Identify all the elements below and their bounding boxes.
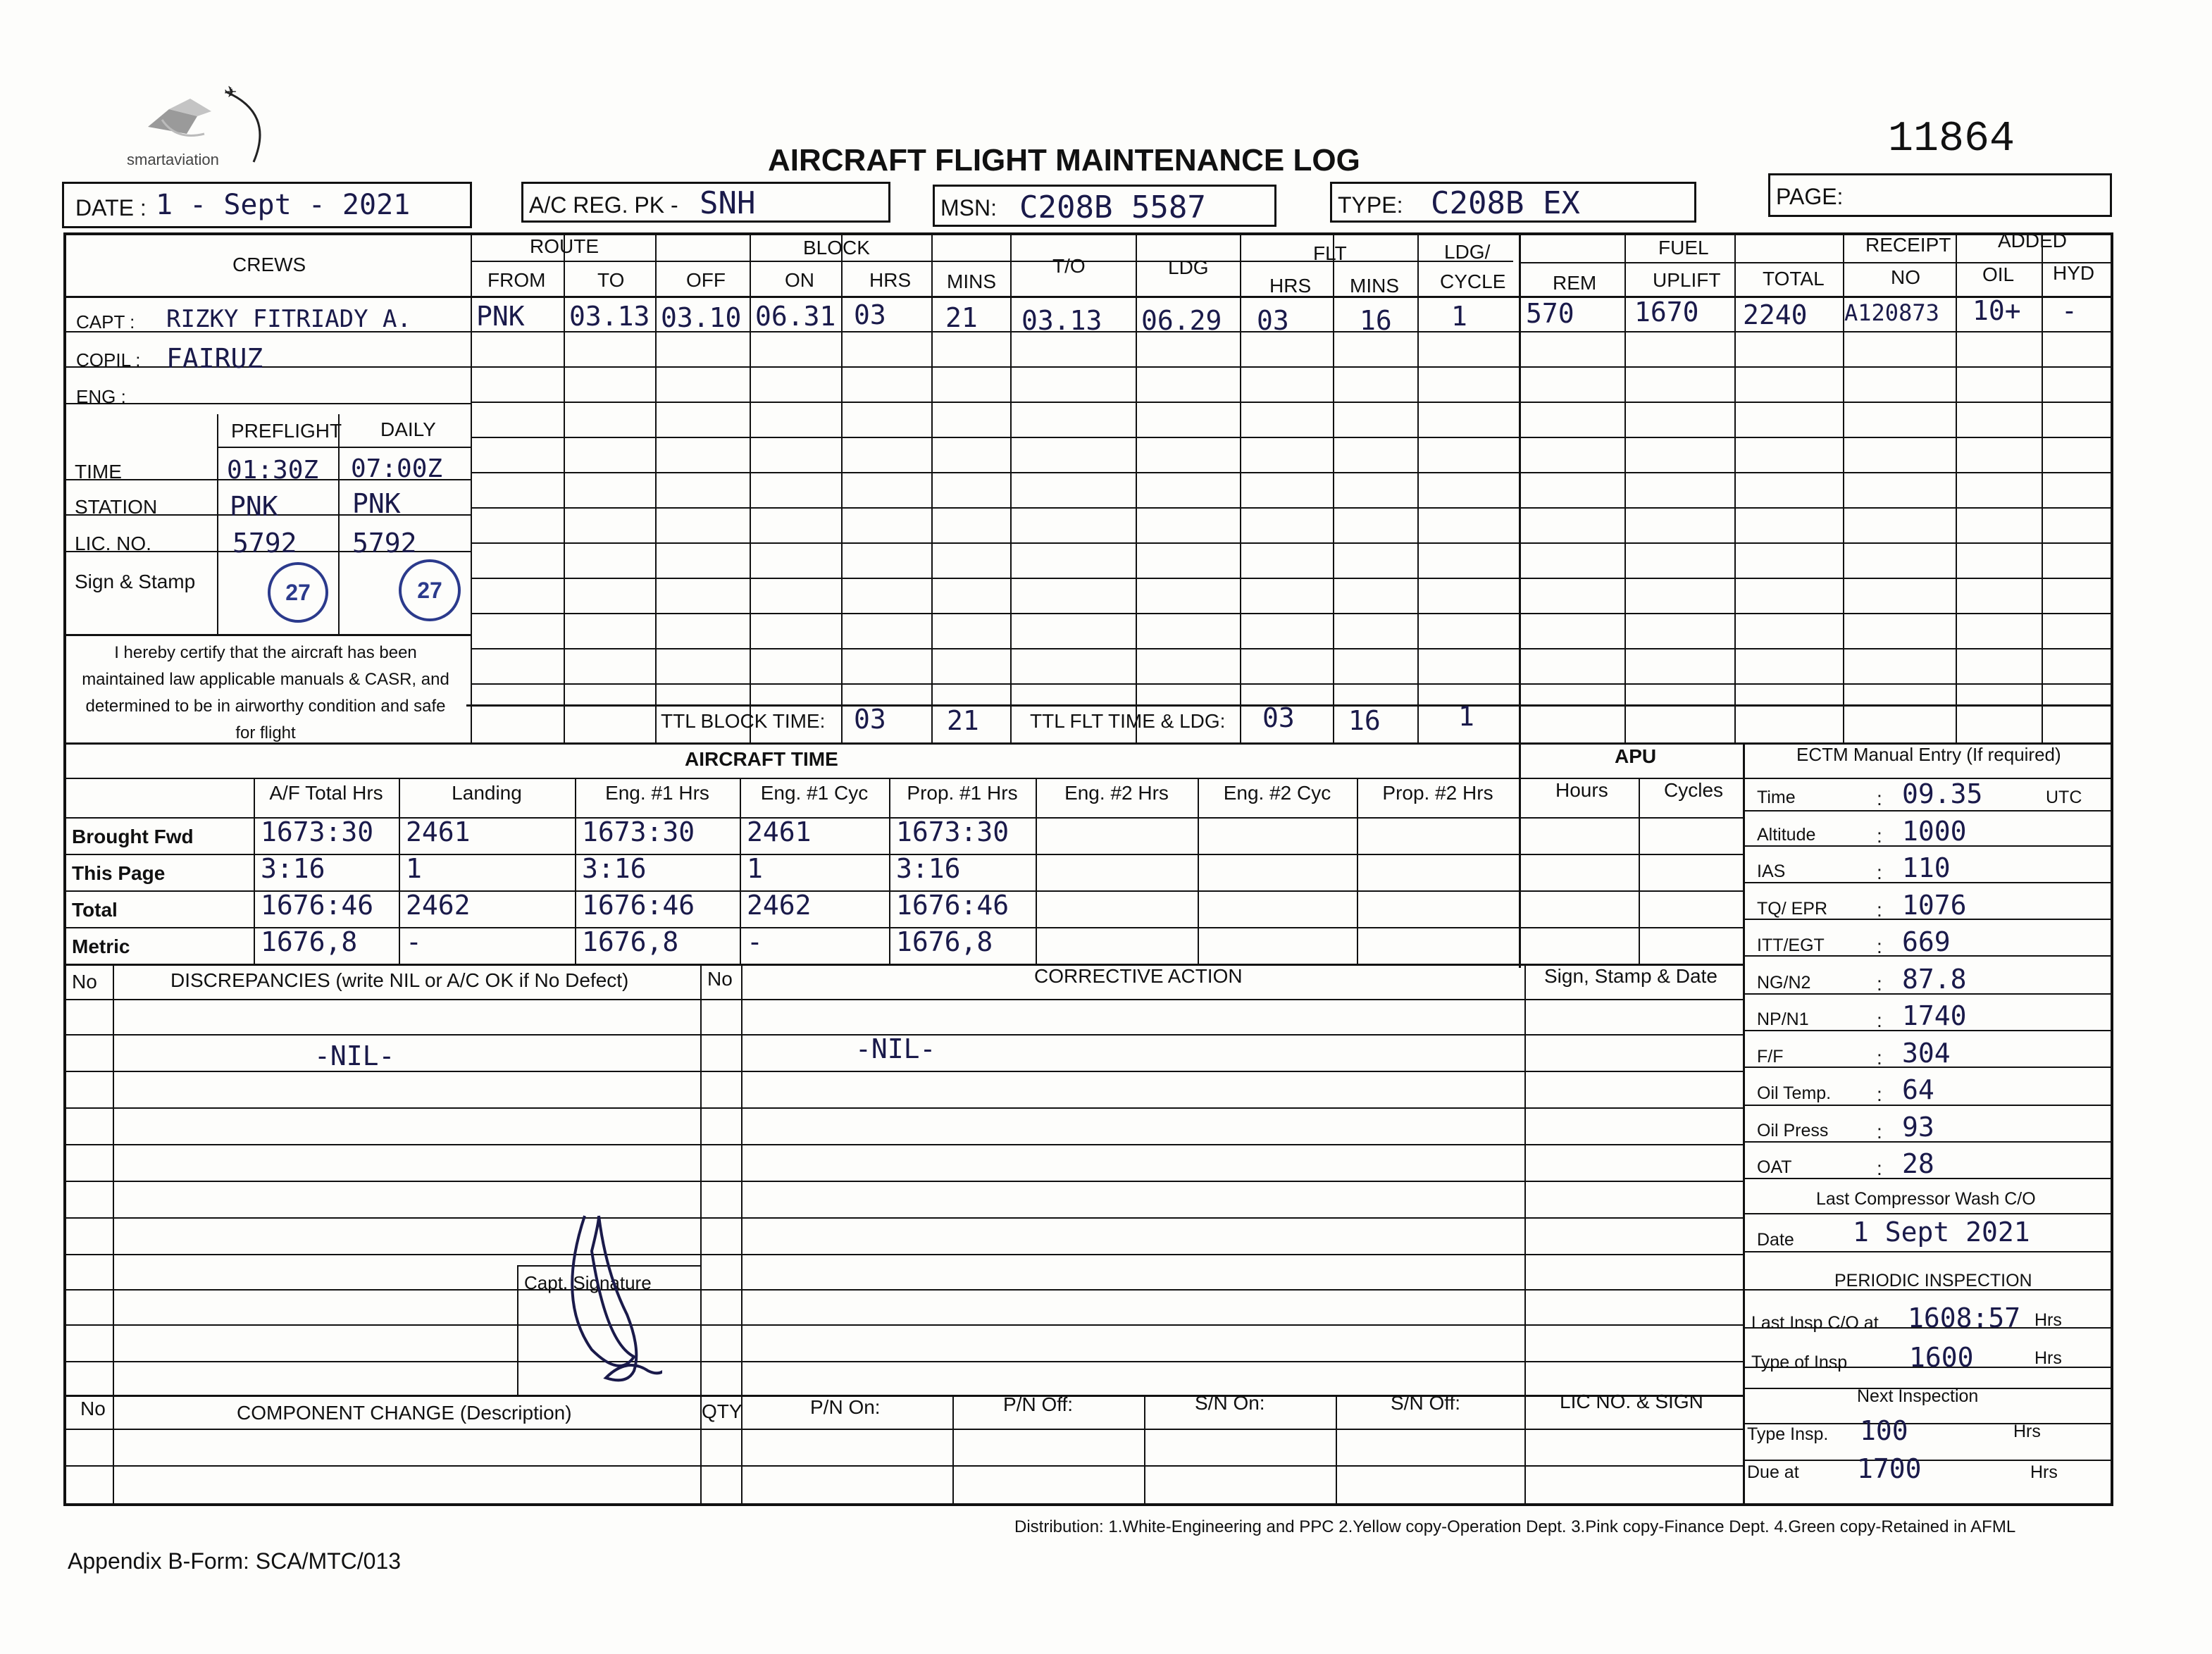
grid-line — [1036, 778, 1037, 964]
form-code: Appendix B-Form: SCA/MTC/013 — [68, 1548, 402, 1574]
grid-line — [66, 1289, 1743, 1291]
grid-line — [1734, 235, 1736, 742]
hyd-header: HYD — [2053, 262, 2095, 284]
aircraft-time-cell: 1676:46 — [582, 890, 695, 921]
grid-line — [1417, 235, 1419, 742]
receipt-value: A120873 — [1844, 299, 1939, 326]
ectm-label: Oil Temp. — [1757, 1083, 1832, 1103]
route-header: ROUTE — [530, 235, 599, 257]
type-insp-label: Type of Insp — [1751, 1353, 1848, 1372]
aircraft-time-cell: 1676,8 — [896, 926, 993, 957]
ttl-flt-hrs: 03 — [1262, 702, 1295, 733]
due-unit: Hrs — [2030, 1462, 2058, 1482]
grid-line — [471, 507, 2112, 509]
ectm-value: 669 — [1902, 926, 1951, 957]
last-insp-unit: Hrs — [2034, 1310, 2062, 1330]
aircraft-time-cell: 3:16 — [896, 853, 961, 884]
comp-qty-header: QTY — [702, 1400, 742, 1422]
compressor-date-value: 1 Sept 2021 — [1853, 1217, 2030, 1248]
grid-line — [66, 403, 471, 404]
grid-line — [889, 778, 890, 964]
grid-line — [471, 578, 2112, 579]
grid-line — [66, 964, 1743, 966]
grid-line — [1624, 235, 1626, 742]
corr-title: CORRECTIVE ACTION — [1034, 965, 1243, 987]
next-type-unit: Hrs — [2013, 1422, 2041, 1441]
ectm-value: 28 — [1902, 1148, 1934, 1179]
grid-line — [841, 235, 843, 742]
lic-daily: 5792 — [352, 528, 417, 559]
ldg-value: 06.29 — [1141, 305, 1222, 336]
on-value: 06.31 — [755, 301, 836, 332]
grid-line — [2042, 235, 2043, 742]
aircraft-time-cell: 1676,8 — [261, 926, 358, 957]
next-insp-title: Next Inspection — [1857, 1386, 1979, 1406]
oil-header: OIL — [1982, 263, 2015, 285]
capt-label: CAPT : — [76, 311, 135, 332]
grid-line — [66, 1324, 1743, 1326]
ectm-label: NG/N2 — [1757, 972, 1811, 993]
aircraft-time-cell: 1676:46 — [896, 890, 1009, 921]
grid-line — [1136, 235, 1137, 742]
stamp-number: 27 — [417, 578, 442, 603]
grid-line — [1743, 1460, 2112, 1461]
grid-line — [66, 1465, 1743, 1467]
ectm-colon: : — [1877, 824, 1882, 847]
grid-line — [471, 613, 2112, 614]
type-box: TYPE: C208B EX — [1330, 182, 1696, 223]
block-hrs-value: 03 — [854, 299, 886, 330]
logo-text: smartaviation — [127, 151, 219, 168]
captain-signature — [542, 1209, 662, 1399]
aircraft-time-row-label: This Page — [72, 862, 166, 884]
from-header: FROM — [487, 269, 546, 291]
ttl-block-mins: 21 — [947, 705, 979, 736]
grid-line — [575, 778, 576, 964]
time-daily: 07:00Z — [351, 454, 443, 483]
ectm-label: OAT — [1757, 1157, 1792, 1177]
capt-value: RIZKY FITRIADY A. — [166, 305, 411, 333]
apu-hours-header: Hours — [1555, 779, 1608, 801]
aircraft-time-cell: 1 — [747, 853, 763, 884]
grid-line — [66, 1254, 1743, 1255]
disc-entry: -NIL- — [314, 1040, 395, 1071]
aircraft-time-col-header: Eng. #1 Cyc — [760, 782, 869, 804]
ectm-value: 87.8 — [1902, 963, 1967, 995]
oil-value: 10+ — [1972, 295, 2021, 326]
rem-header: REM — [1553, 272, 1597, 294]
comp-sn-on-header: S/N On: — [1195, 1392, 1265, 1414]
aircraft-time-cell: 1673:30 — [582, 816, 695, 847]
grid-line — [1524, 1395, 1526, 1506]
station-daily: PNK — [352, 488, 401, 519]
aircraft-time-cell: - — [406, 926, 422, 957]
flt-hrs-value: 03 — [1257, 305, 1289, 336]
ectm-label: TQ/ EPR — [1757, 898, 1828, 919]
grid-line — [66, 1429, 1743, 1430]
added-header: ADDED — [1998, 230, 2068, 251]
grid-line — [471, 542, 2112, 544]
due-value: 1700 — [1857, 1453, 1922, 1484]
grid-line — [338, 414, 340, 634]
station-label: STATION — [75, 496, 158, 518]
grid-line — [217, 414, 218, 634]
aircraft-time-cell: 1676:46 — [261, 890, 374, 921]
ectm-value: 09.35 — [1902, 778, 1983, 809]
ectm-colon: : — [1877, 935, 1882, 957]
aircraft-time-title: AIRCRAFT TIME — [685, 748, 838, 770]
block-header: BLOCK — [803, 237, 870, 259]
aircraft-time-cell: 1 — [406, 853, 422, 884]
to-value: 03.13 — [569, 301, 650, 332]
station-preflight: PNK — [230, 491, 278, 522]
ectm-label: F/F — [1757, 1046, 1784, 1067]
grid-line — [1956, 235, 1957, 742]
date-box: DATE : 1 - Sept - 2021 — [62, 182, 472, 228]
serial-number: 11864 — [1888, 116, 2015, 163]
ldg-cycle-header-2: CYCLE — [1440, 271, 1506, 292]
ectm-value: 1076 — [1902, 889, 1967, 921]
grid-line — [471, 402, 2112, 403]
ectm-colon: : — [1877, 788, 1882, 809]
ttl-flt-mins: 16 — [1348, 705, 1381, 736]
ectm-colon: : — [1877, 1083, 1882, 1105]
grid-line — [471, 235, 472, 742]
receipt-no-header: NO — [1891, 266, 1920, 288]
total-value: 2240 — [1743, 299, 1808, 330]
grid-line — [66, 1395, 1743, 1397]
ectm-label: Time — [1757, 788, 1796, 807]
grid-line — [471, 366, 2112, 368]
ectm-colon: : — [1877, 1009, 1882, 1031]
last-insp-value: 1608:57 — [1908, 1302, 2021, 1333]
grid-line — [66, 634, 471, 636]
grid-line — [113, 964, 114, 1506]
uplift-header: UPLIFT — [1653, 269, 1721, 291]
ldg-header: LDG — [1168, 256, 1209, 278]
grid-line — [1524, 964, 1526, 1395]
ectm-colon: : — [1877, 1157, 1882, 1179]
ectm-colon: : — [1877, 972, 1882, 995]
apu-title: APU — [1615, 745, 1657, 767]
aircraft-time-col-header: Eng. #1 Hrs — [605, 782, 709, 804]
grid-line — [1333, 235, 1334, 742]
takeoff-header: T/O — [1052, 255, 1086, 277]
due-label: Due at — [1747, 1462, 1799, 1482]
page-title: AIRCRAFT FLIGHT MAINTENANCE LOG — [768, 143, 1360, 178]
aircraft-time-cell: 2462 — [747, 890, 812, 921]
periodic-title: PERIODIC INSPECTION — [1834, 1271, 2032, 1291]
lic-label: LIC. NO. — [75, 533, 151, 554]
comp-pn-off-header: P/N Off: — [1003, 1393, 1074, 1415]
aircraft-time-row-label: Brought Fwd — [72, 826, 194, 847]
receipt-header: RECEIPT — [1865, 234, 1951, 256]
ectm-label: NP/N1 — [1757, 1009, 1809, 1029]
aircraft-time-col-header: Prop. #1 Hrs — [907, 782, 1018, 804]
rem-value: 570 — [1526, 298, 1574, 329]
grid-line — [564, 235, 565, 742]
grid-line — [66, 1107, 1743, 1109]
ectm-label: ITT/EGT — [1757, 935, 1825, 955]
ectm-colon: : — [1877, 1120, 1882, 1143]
cycle-value: 1 — [1451, 301, 1467, 332]
stamp-daily — [399, 559, 461, 621]
copil-label: COPIL : — [76, 349, 141, 371]
aircraft-time-row-label: Metric — [72, 935, 130, 957]
grid-line — [1240, 235, 1241, 742]
ttl-block-hrs: 03 — [854, 704, 886, 735]
ectm-label: IAS — [1757, 862, 1786, 881]
flt-hrs-header: HRS — [1269, 275, 1312, 297]
page-box: PAGE: — [1768, 173, 2112, 217]
certify-text: I hereby certify that the aircraft has been maintained law applicable manuals & CASR, and determined to be in airworthy condition and safe for flight — [82, 643, 449, 742]
disc-title: DISCREPANCIES (write NIL or A/C OK if No Defect) — [170, 969, 629, 991]
grid-line — [471, 472, 2112, 473]
crews-header: CREWS — [232, 254, 306, 275]
stamp-preflight — [268, 562, 328, 623]
off-value: 03.10 — [661, 302, 742, 333]
grid-line — [66, 296, 2112, 298]
copil-value: FAIRUZ — [166, 343, 263, 374]
ldg-cycle-header-1: LDG/ — [1444, 241, 1491, 263]
grid-line — [741, 964, 742, 1395]
grid-line — [217, 447, 471, 448]
apu-cycles-header: Cycles — [1664, 779, 1724, 801]
preflight-header: PREFLIGHT — [231, 420, 342, 442]
ectm-colon: : — [1877, 898, 1882, 921]
flt-header: FLT — [1313, 242, 1347, 264]
grid-line — [1198, 778, 1199, 964]
grid-line — [655, 235, 657, 742]
block-mins-value: 21 — [945, 302, 978, 333]
lic-preflight: 5792 — [232, 528, 297, 559]
grid-line — [740, 778, 741, 964]
compressor-date-label: Date — [1757, 1230, 1794, 1250]
aircraft-time-col-header: Landing — [452, 782, 522, 804]
daily-header: DAILY — [380, 418, 436, 440]
ttl-ldg: 1 — [1458, 701, 1474, 732]
grid-line — [1743, 810, 2112, 812]
comp-desc-header: COMPONENT CHANGE (Description) — [237, 1402, 572, 1424]
fuel-header: FUEL — [1658, 237, 1709, 259]
next-type-value: 100 — [1860, 1415, 1908, 1446]
aircraft-time-cell: 3:16 — [261, 853, 325, 884]
grid-line — [1144, 1395, 1145, 1506]
comp-pn-on-header: P/N On: — [810, 1396, 881, 1418]
ttl-flt-label: TTL FLT TIME & LDG: — [1030, 710, 1226, 732]
grid-line — [1357, 778, 1358, 964]
grid-line — [1519, 778, 1520, 964]
sign-stamp-label: Sign & Stamp — [75, 571, 196, 592]
reg-box: A/C REG. PK - SNH — [521, 182, 890, 223]
grid-line — [254, 778, 255, 964]
aircraft-time-cell: 2462 — [406, 890, 471, 921]
aircraft-time-cell: - — [747, 926, 763, 957]
distribution-note: Distribution: 1.White-Engineering and PPC 2.Yellow copy-Operation Dept. 3.Pink copy-Finance Dept. 4.Green copy-Retained in AFML — [1014, 1517, 2016, 1536]
aircraft-time-cell: 1676,8 — [582, 926, 679, 957]
corr-entry: -NIL- — [855, 1033, 936, 1064]
on-header: ON — [785, 269, 814, 291]
aircraft-time-cell: 2461 — [747, 816, 812, 847]
aircraft-time-cell: 2461 — [406, 816, 471, 847]
grid-line — [517, 1265, 518, 1395]
svg-text:✈: ✈ — [224, 83, 237, 101]
grid-line — [66, 1144, 1743, 1145]
grid-line — [700, 964, 702, 1395]
block-mins-header: MINS — [947, 271, 996, 292]
msn-value: C208B 5587 — [1019, 189, 1206, 225]
time-label: TIME — [75, 461, 122, 483]
type-value: C208B EX — [1431, 185, 1580, 221]
grid-line — [931, 235, 933, 742]
comp-lic-header: LIC NO. & SIGN — [1560, 1391, 1703, 1412]
grid-line — [66, 999, 1743, 1000]
ectm-value: 1000 — [1902, 815, 1967, 847]
ectm-title: ECTM Manual Entry (If required) — [1796, 744, 2061, 765]
ectm-label: Altitude — [1757, 824, 1816, 845]
grid-line — [1743, 1251, 2112, 1252]
grid-line — [750, 235, 751, 742]
ectm-value: 304 — [1902, 1037, 1951, 1069]
stamp-number: 27 — [285, 580, 311, 605]
smartaviation-logo — [120, 77, 289, 176]
capt-signature-label: Capt. Signature — [524, 1272, 652, 1293]
grid-line — [1639, 778, 1640, 964]
flt-mins-header: MINS — [1350, 275, 1399, 297]
grid-line — [66, 1217, 1743, 1219]
date-value: 1 - Sept - 2021 — [156, 189, 411, 221]
ectm-value: 1740 — [1902, 1000, 1967, 1031]
grid-line — [952, 1395, 954, 1506]
grid-line — [66, 1181, 1743, 1182]
ectm-value: 93 — [1902, 1111, 1934, 1143]
off-header: OFF — [686, 269, 726, 291]
hyd-value: - — [2061, 295, 2077, 326]
disc-no-header: No — [72, 971, 97, 993]
next-type-label: Type Insp. — [1747, 1424, 1829, 1444]
time-preflight: 01:30Z — [227, 456, 319, 485]
compressor-title: Last Compressor Wash C/O — [1816, 1189, 2036, 1209]
grid-line — [1336, 1395, 1337, 1506]
total-header: TOTAL — [1763, 268, 1825, 290]
aircraft-time-cell: 1673:30 — [261, 816, 374, 847]
grid-line — [1010, 235, 1012, 742]
reg-value: SNH — [700, 185, 756, 221]
grid-line — [66, 1361, 1743, 1362]
to-header: TO — [597, 269, 625, 291]
grid-line — [471, 648, 2112, 649]
aircraft-time-cell: 3:16 — [582, 853, 647, 884]
disc-sign-title: Sign, Stamp & Date — [1544, 965, 1717, 987]
aircraft-time-col-header: Eng. #2 Hrs — [1064, 782, 1169, 804]
flt-mins-value: 16 — [1360, 305, 1392, 336]
grid-line — [66, 778, 1743, 779]
ectm-value: 64 — [1902, 1074, 1934, 1105]
ectm-colon: : — [1877, 862, 1882, 883]
type-insp-value: 1600 — [1909, 1342, 1974, 1373]
ectm-label: Oil Press — [1757, 1120, 1829, 1140]
comp-no-header: No — [80, 1398, 106, 1419]
aircraft-time-col-header: Eng. #2 Cyc — [1223, 782, 1331, 804]
aircraft-time-row-label: Total — [72, 899, 118, 921]
aircraft-time-col-header: A/F Total Hrs — [269, 782, 383, 804]
type-insp-unit: Hrs — [2034, 1348, 2062, 1368]
comp-sn-off-header: S/N Off: — [1391, 1392, 1461, 1414]
aircraft-time-col-header: Prop. #2 Hrs — [1382, 782, 1493, 804]
corr-no-header: No — [707, 968, 733, 990]
grid-line — [471, 261, 1513, 262]
grid-line — [399, 778, 400, 964]
msn-box: MSN: C208B 5587 — [933, 185, 1276, 227]
ttl-block-label: TTL BLOCK TIME: — [661, 710, 826, 732]
block-hrs-header: HRS — [869, 269, 912, 291]
eng-label: ENG : — [76, 386, 126, 407]
grid-line — [1743, 1213, 2112, 1214]
uplift-value: 1670 — [1634, 297, 1699, 328]
last-insp-label: Last Insp C/O at — [1751, 1313, 1879, 1333]
grid-line — [471, 683, 2112, 685]
grid-line — [471, 437, 2112, 438]
ectm-colon: : — [1877, 1046, 1882, 1069]
grid-line — [1743, 742, 1745, 1506]
ectm-unit: UTC — [2046, 788, 2082, 807]
takeoff-value: 03.13 — [1021, 305, 1102, 336]
aircraft-time-cell: 1673:30 — [896, 816, 1009, 847]
grid-line — [1519, 262, 2111, 263]
from-value: PNK — [476, 301, 525, 332]
ectm-value: 110 — [1902, 852, 1951, 883]
